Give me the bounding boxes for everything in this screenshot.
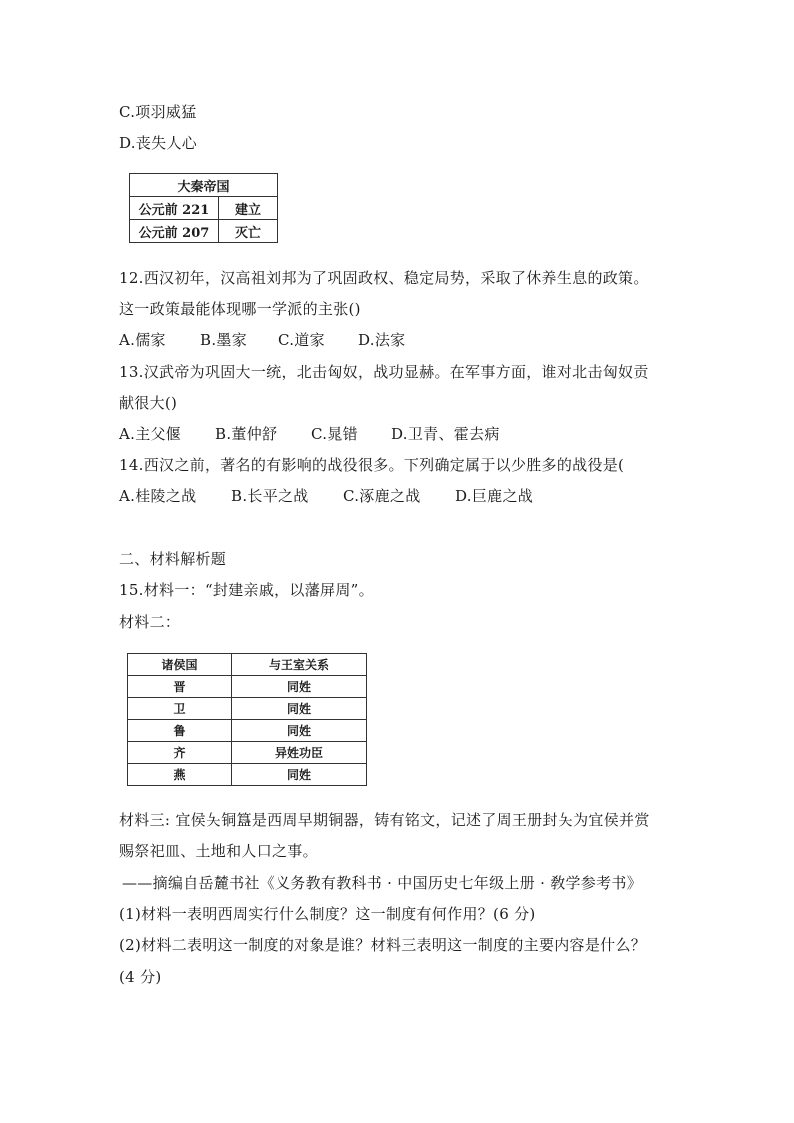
table-cell: 异姓功臣 [232, 742, 367, 764]
option: D.巨鹿之战 [455, 487, 534, 505]
material3-line1: 材料三: 宜侯夨铜簋是西周早期铜器，铸有铭文，记述了周王册封夨为宜侯并赏 [119, 811, 650, 829]
option-d: D.丧失人心 [119, 134, 198, 152]
option: C.涿鹿之战 [343, 487, 421, 505]
table-row [128, 742, 367, 764]
table-row [130, 220, 278, 243]
table-cell: 鲁 [128, 720, 232, 742]
table-cell: 同姓 [232, 764, 367, 786]
table-cell: 公元前 221 [130, 197, 219, 220]
table-row [128, 698, 367, 720]
table-cell: 建立 [219, 197, 278, 220]
q14-line1: 14.西汉之前，著名的有影响的战役很多。下列确定属于以少胜多的战役是( [119, 456, 625, 474]
table-row [128, 720, 367, 742]
sub-question-2: (2)材料二表明这一制度的对象是谁？材料三表明这一制度的主要内容是什么？ [119, 936, 647, 954]
option: C.晁错 [311, 425, 358, 443]
q14-options [119, 486, 533, 506]
section-heading: 二、材料解析题 [119, 550, 227, 568]
qin-table-title: 大秦帝国 [130, 174, 278, 197]
table-header-row [128, 654, 367, 676]
vassal-states-table [127, 653, 367, 786]
option: B.长平之战 [231, 487, 309, 505]
q13-line2: 献很大() [119, 394, 178, 412]
table-cell: 灭亡 [219, 220, 278, 243]
option: A.儒家 [119, 331, 166, 349]
option: A.桂陵之战 [119, 487, 197, 505]
q13-line1: 13.汉武帝为巩固大一统，北击匈奴，战功显赫。在军事方面，谁对北击匈奴贡 [119, 363, 649, 381]
table-row [128, 764, 367, 786]
table-cell: 同姓 [232, 676, 367, 698]
table-cell: 卫 [128, 698, 232, 720]
sub-question-1: (1)材料一表明西周实行什么制度？这一制度有何作用？(6 分) [119, 905, 536, 923]
source-citation: ——摘编自岳麓书社《义务教有教科书 · 中国历史七年级上册 · 敎学参考书》 [122, 874, 643, 892]
option: A.主父偃 [119, 425, 182, 443]
table-cell: 燕 [128, 764, 232, 786]
option: C.道家 [278, 331, 325, 349]
table-cell: 齐 [128, 742, 232, 764]
table-row [130, 197, 278, 220]
table-cell: 公元前 207 [130, 220, 219, 243]
table-cell: 同姓 [232, 698, 367, 720]
q12-line2: 这一政策最能体现哪一学派的主张() [119, 300, 361, 318]
q12-line1: 12.西汉初年，汉高祖刘邦为了巩固政权、稳定局势，采取了休养生息的政策。 [119, 269, 649, 287]
material2-label: 材料二： [119, 613, 181, 631]
option-c: C.项羽威猛 [119, 103, 197, 121]
table-cell: 同姓 [232, 720, 367, 742]
material3-line2: 赐祭祀皿、土地和人口之事。 [119, 842, 318, 860]
option: B.董仲舒 [215, 425, 278, 443]
table-cell: 晋 [128, 676, 232, 698]
sub-question-2-score: (4 分) [119, 968, 162, 986]
option: D.卫青、霍去病 [391, 425, 500, 443]
option: B.墨家 [200, 331, 247, 349]
table-header: 诸侯国 [128, 654, 232, 676]
qin-empire-table [129, 173, 278, 243]
q12-options [119, 330, 405, 350]
table-row [128, 676, 367, 698]
q13-options [119, 424, 500, 444]
q15-material1: 15.材料一：“封建亲戚，以藩屏周”。 [119, 581, 374, 599]
option: D.法家 [358, 331, 406, 349]
table-header: 与王室关系 [232, 654, 367, 676]
